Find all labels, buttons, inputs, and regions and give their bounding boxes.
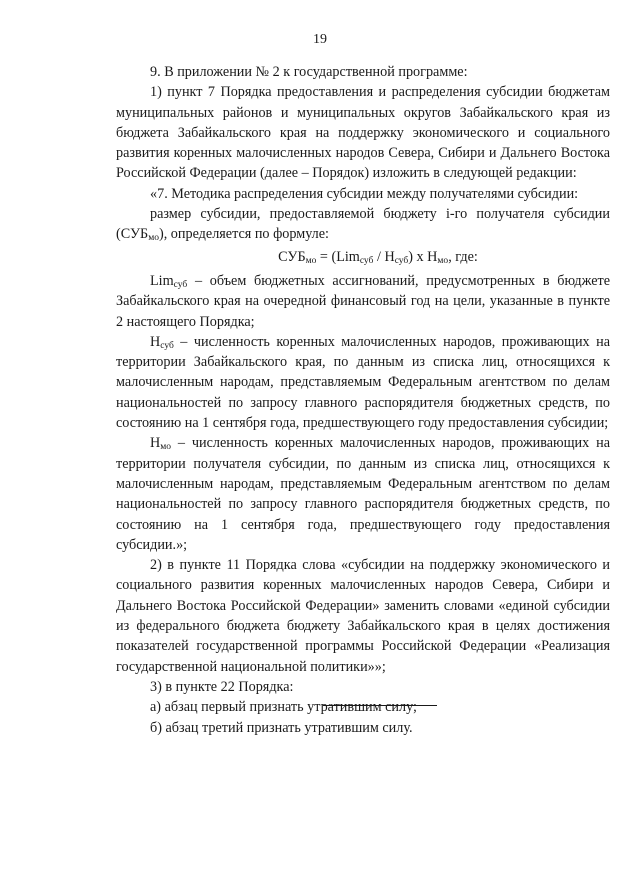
lim-subscript: суб — [173, 279, 188, 290]
nmo-term: Н — [150, 435, 161, 452]
formula-sub-a: мо — [305, 255, 317, 266]
lim-term: Lim — [150, 272, 174, 289]
formula — [116, 247, 610, 267]
formula-sub-c: суб — [394, 255, 409, 266]
nsub-text: – численность коренных малочисленных народов, проживающих на территории Забайкальского края, по данным из списка лиц, относящихся к малочисленным народам, представляемым Федеральным агентством по делам национальностей по запросу главного распорядителя бюджетных средств, по состоянию на 1 сентября года, предшествующего году предоставления субсидии; — [116, 333, 610, 432]
formula-part-a: СУБ — [278, 248, 306, 265]
formula-part-c: / Н — [373, 248, 395, 265]
paragraph-intro: 9. В приложении № 2 к государственной программе: — [150, 64, 468, 80]
paragraph-lim-definition — [116, 271, 610, 332]
paragraph-nmo-definition — [116, 433, 610, 555]
subsidy-size-text-end: ), определяется по формуле: — [158, 226, 330, 243]
formula-part-e: , где: — [448, 248, 478, 265]
formula-part-b: = (Lim — [316, 248, 360, 265]
formula-sub-d: мо — [437, 255, 449, 266]
nsub-term: Н — [150, 333, 161, 350]
lim-text: – объем бюджетных ассигнований, предусмотренных в бюджете Забайкальского края на очередной финансовый год на цели, указанные в пункте 2 настоящего Порядка; — [116, 272, 610, 330]
document-body — [116, 62, 610, 738]
paragraph-nsub-definition — [116, 332, 610, 433]
end-divider — [323, 705, 437, 706]
nmo-subscript: мо — [160, 442, 172, 453]
paragraph-methodology: «7. Методика распределения субсидии между получателями субсидии: — [150, 185, 579, 202]
paragraph-item-1: 1) пункт 7 Порядка предоставления и распределения субсидии бюджетам муниципальных районов и муниципальных округов Забайкальского края из бюджета Забайкальского края на поддержку экономического и социального развития коренных малочисленных народов Севера, Сибири и Дальнего Востока Российской Федерации (далее – Порядок) изложить в следующей редакции: — [116, 84, 610, 182]
nsub-subscript: суб — [160, 340, 174, 351]
paragraph-item-3a: а) абзац первый признать утратившим силу; — [150, 699, 417, 716]
formula-sub-b: суб — [359, 255, 374, 266]
nmo-text: – численность коренных малочисленных народов, проживающих на территории получателя субсидии, по данным из списка лиц, относящихся к малочисленным народам, представляемым Федеральным агентством по делам национальностей по запросу главного распорядителя бюджетных средств, по состоянию на 1 сентября года, предшествующего году предоставления субсидии.»; — [116, 435, 610, 553]
paragraph-item-3b: б) абзац третий признать утратившим силу. — [150, 719, 413, 736]
page-number: 19 — [313, 32, 327, 47]
paragraph-item-2: 2) в пункте 11 Порядка слова «субсидии на поддержку экономического и социального развития коренных малочисленных народов Севера, Сибири и Дальнего Востока Российской Федерации» заменить словами «единой субсидии из федерального бюджета бюджету Забайкальского края в целях достижения показателей государственной программы Российской Федерации «Реализация государственной национальной политики»»; — [116, 557, 610, 675]
paragraph-subsidy-size — [116, 204, 610, 245]
subsidy-size-subscript: мо — [148, 233, 159, 244]
subsidy-size-text: размер субсидии, предоставляемой бюджету i-го получателя субсидии (СУБ — [116, 206, 610, 243]
paragraph-item-3: 3) в пункте 22 Порядка: — [150, 678, 294, 695]
formula-part-d: ) х Н — [408, 248, 438, 265]
